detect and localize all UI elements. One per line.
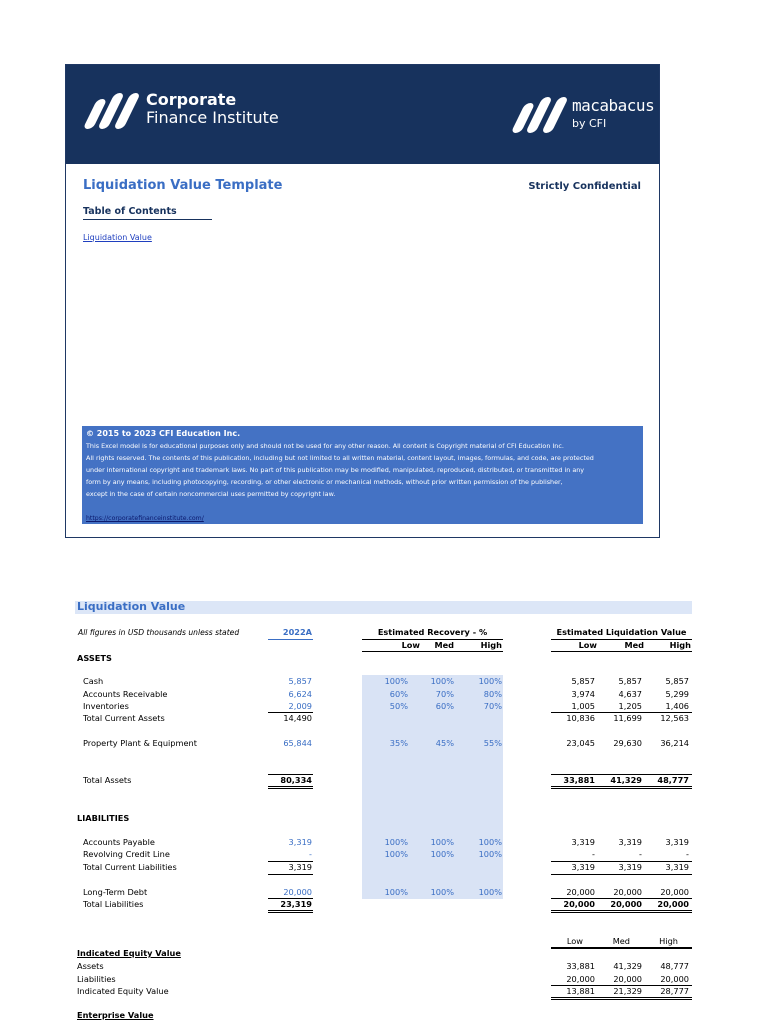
enterprise-title: Enterprise Value — [77, 1010, 154, 1020]
macabacus-byline: by CFI — [572, 117, 607, 130]
toc-link-liquidation-value[interactable]: Liquidation Value — [83, 233, 152, 242]
recovery-col-rule — [362, 651, 503, 652]
copyright-line: form by any means, including photocopying, recording, or other electronic or mechanical methods, without prior written permission of the publisher, — [86, 478, 563, 486]
macabacus-name: macabacus — [572, 96, 655, 115]
liq-col-rule — [551, 651, 692, 652]
recovery-col-med: Med — [434, 640, 454, 650]
equity-title: Indicated Equity Value — [77, 948, 181, 958]
brand-name-line2: Finance Institute — [146, 108, 279, 127]
equity-header-rule — [551, 947, 692, 949]
template-title: Liquidation Value Template — [83, 178, 283, 193]
double-underline — [551, 997, 692, 1000]
recovery-col-low: Low — [401, 640, 420, 650]
subtotal-rule — [268, 874, 313, 875]
liq-header: Estimated Liquidation Value — [556, 627, 687, 637]
units-note: All figures in USD thousands unless stated — [78, 628, 240, 637]
copyright-line: All rights reserved. The contents of this publication, including but not limited to all written material, content layout, images, formulas, and code, are protected — [86, 454, 594, 462]
liq-col-low: Low — [578, 640, 597, 650]
year-header: 2022A — [282, 627, 312, 637]
equity-col-high: High — [659, 936, 678, 946]
copyright-title: © 2015 to 2023 CFI Education Inc. — [86, 429, 241, 438]
liq-col-med: Med — [624, 640, 644, 650]
recovery-header: Estimated Recovery - % — [377, 627, 488, 637]
liquidation-sheet: Liquidation Value All figures in USD thousands unless stated 2022A Estimated Recovery - % Low Med High Estimated Liquidation Value Low Med High ASSETS Cash 5,857 100% 100% 100% 5,857 5,857 5,857 Accounts Receivable 6,624 60% 70% 80% 3,974 4,637 5,299 Inventories 2,009 50% 60% 70% 1,005 1,205 1,406 Total Current Assets 14,490 10,836 11,699 12,563 Property Plant & Equipment 65,844 35% 45% 55% 23,045 29,630 36,214 Total Assets 80,334 33,881 41,329 48,777 LIABILITIES Accounts Payable 3,319 100% 100% 100% 3,319 3,319 3,319 Revolving Credit Line - 100% 100% 100% - - - Total Current Liabilities 3,319 3,319 3,319 3,319 Long-Term Debt 20,000 100% 100% 100% 20,000 20,000 20,000 Total Liabilities 23,319 20,000 20,000 20,000 Low Med High Indicated Equity Value Assets 33,881 41,329 48,777 Liabilities 20,000 20,000 20,000 Indicated Equity Value 13,881 21,329 28,777 Enterprise Value — [77, 600, 691, 1020]
recovery-col-high: High — [480, 640, 502, 650]
subtotal-rule — [551, 874, 692, 875]
double-underline — [268, 910, 313, 913]
liq-col-high: High — [669, 640, 691, 650]
double-underline — [551, 786, 692, 789]
double-underline — [268, 786, 313, 789]
double-underline — [551, 910, 692, 913]
year-underline — [268, 639, 313, 640]
confidential-label: Strictly Confidential — [528, 181, 641, 192]
toc-title: Table of Contents — [83, 206, 212, 220]
assets-header: ASSETS — [77, 653, 112, 663]
brand-name-line1: Corporate — [146, 90, 237, 109]
copyright-line: except in the case of certain noncommercial uses permitted by copyright law. — [86, 490, 336, 498]
copyright-line: This Excel model is for educational purposes only and should not be used for any other reason. All content is Copyright material of CFI Education Inc. — [86, 442, 564, 450]
equity-col-med: Med — [612, 936, 630, 946]
copyright-line: under international copyright and trademark laws. No part of this publication may be modified, manipulated, reproduced, distributed, or transmitted in any — [86, 466, 585, 474]
equity-col-low: Low — [566, 936, 583, 946]
website-link[interactable]: https://corporatefinanceinstitute.com/ — [86, 515, 204, 522]
liabilities-header: LIABILITIES — [77, 813, 130, 823]
sheet-title: Liquidation Value — [77, 600, 186, 613]
